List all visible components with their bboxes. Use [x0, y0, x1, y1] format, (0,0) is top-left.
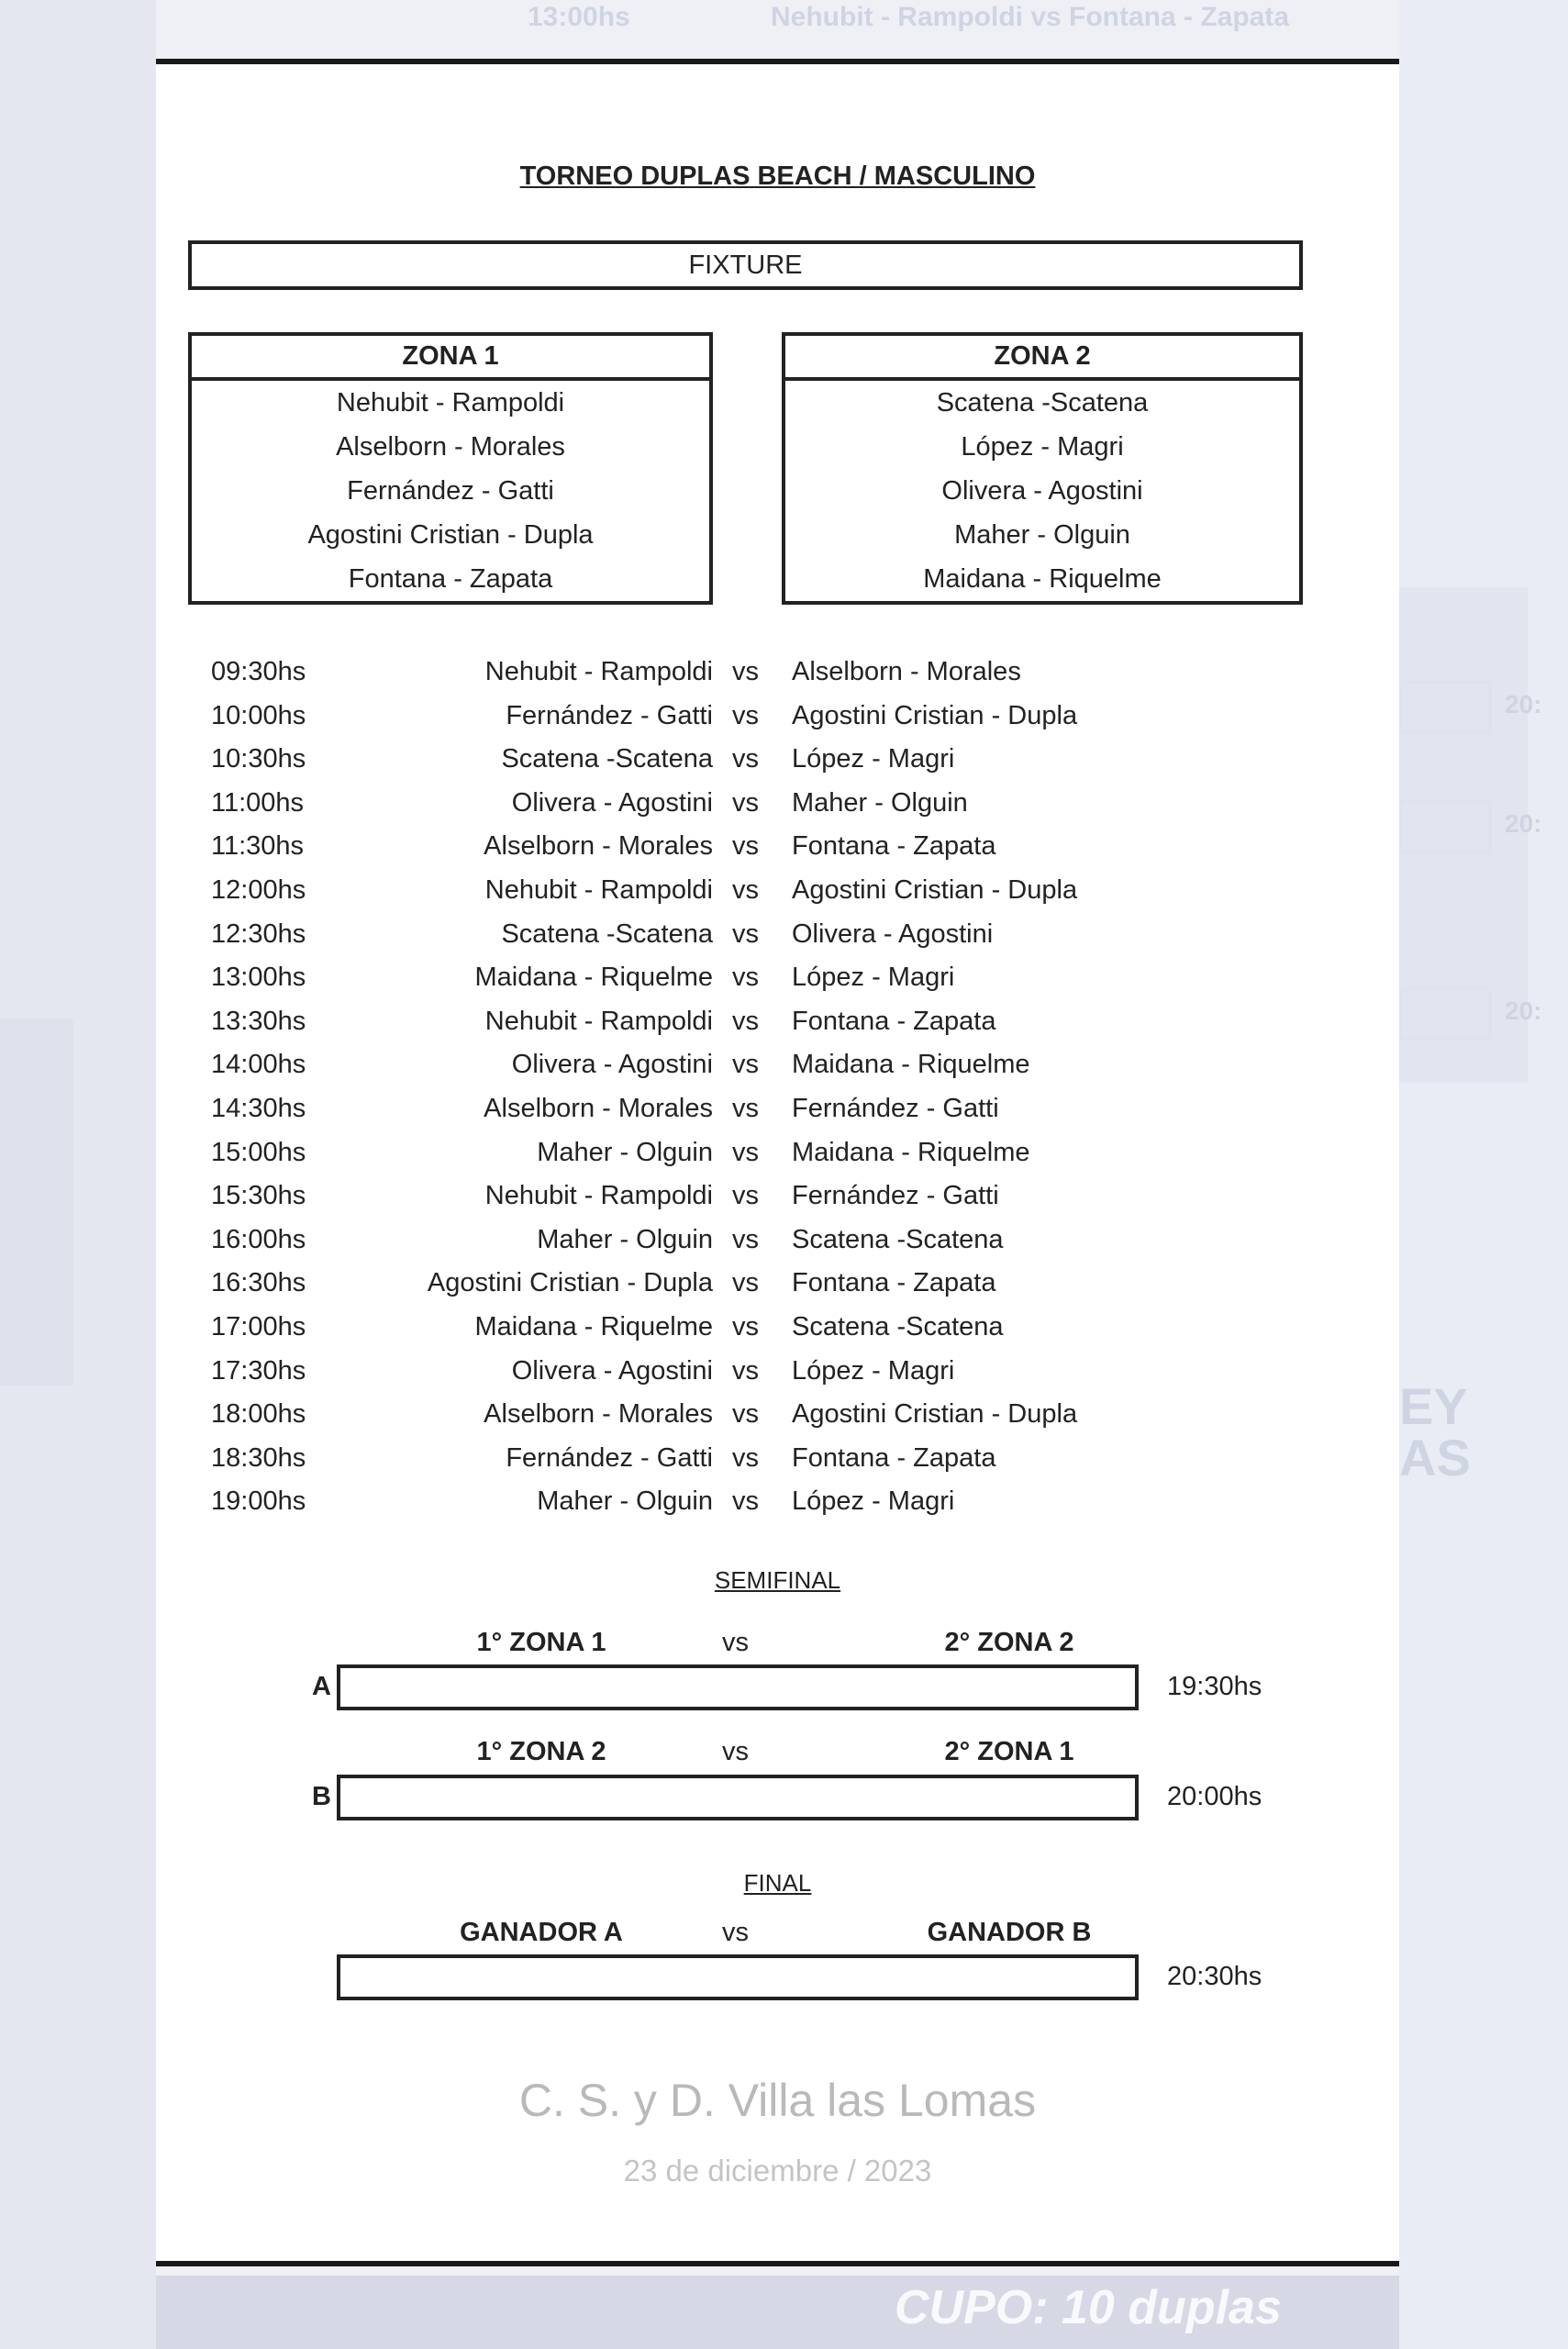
match-home-team: Scatena -Scatena — [501, 744, 713, 774]
vs-label: vs — [732, 787, 759, 818]
match-time: 17:30hs — [211, 1355, 306, 1386]
match-away-team: Maidana - Riquelme — [792, 1137, 1030, 1167]
match-home-team: Nehubit - Rampoldi — [484, 657, 713, 686]
match-home-team: Maidana - Riquelme — [474, 1311, 713, 1341]
match-home-team: Olivera - Agostini — [511, 1050, 713, 1080]
match-time: 11:30hs — [211, 831, 305, 862]
final-header — [156, 1918, 1399, 1958]
match-time: 16:30hs — [211, 1268, 306, 1298]
final-time: 20:30hs — [1167, 1962, 1262, 1991]
zona-1-team: Alselborn - Morales — [336, 432, 565, 462]
match-home-team: Agostini Cristian - Dupla — [427, 1268, 713, 1298]
zona-1-team: Fernández - Gatti — [347, 476, 554, 506]
match-away-team: Maher - Olguin — [792, 787, 968, 818]
match-away-team: Olivera - Agostini — [792, 918, 994, 949]
match-away-team: Fernández - Gatti — [792, 1181, 999, 1211]
semifinal-b-right: 2° ZONA 1 — [944, 1737, 1074, 1766]
match-row — [156, 1349, 1399, 1393]
match-home-team: Fernández - Gatti — [506, 700, 713, 730]
match-time: 11:00hs — [211, 787, 305, 818]
match-home-team: Alselborn - Morales — [484, 1093, 713, 1123]
background-top-time: 13:00hs — [528, 2, 630, 32]
vs-label: vs — [732, 1355, 759, 1386]
match-time: 17:00hs — [211, 1311, 306, 1341]
zona-1-team: Fontana - Zapata — [348, 564, 553, 594]
background-top-match: Nehubit - Rampoldi vs Fontana - Zapata — [771, 2, 1290, 32]
match-row — [156, 1479, 1399, 1523]
background-cupo-text: CUPO: 10 duplas — [895, 2281, 1282, 2334]
match-time: 14:00hs — [211, 1050, 306, 1080]
match-time: 18:30hs — [211, 1442, 306, 1473]
match-away-team: López - Magri — [792, 744, 955, 774]
background-box — [1399, 987, 1492, 1041]
match-time: 10:00hs — [211, 700, 306, 730]
background-time: 20: — [1505, 809, 1542, 838]
match-time: 15:30hs — [211, 1181, 306, 1211]
vs-label: vs — [732, 1224, 759, 1254]
vs-label: vs — [732, 744, 759, 774]
zona-1-header: ZONA 1 — [192, 336, 709, 381]
semifinal-a-letter: A — [312, 1672, 331, 1701]
match-away-team: Fontana - Zapata — [792, 1006, 996, 1036]
semifinal-a-result-box — [337, 1664, 1139, 1710]
fixture-document — [156, 59, 1399, 2266]
match-time: 15:00hs — [211, 1137, 306, 1167]
final-left: GANADOR A — [460, 1918, 623, 1947]
vs-label: vs — [732, 1486, 759, 1517]
match-away-team: Scatena -Scatena — [792, 1224, 1004, 1254]
match-away-team: López - Magri — [792, 963, 955, 993]
match-schedule — [156, 650, 1399, 1523]
match-home-team: Olivera - Agostini — [511, 787, 713, 818]
background-shape — [0, 1019, 73, 1386]
background-time: 20: — [1505, 996, 1542, 1025]
vs-label: vs — [732, 1181, 759, 1211]
final-title: FINAL — [743, 1869, 812, 1897]
semifinal-b-letter: B — [312, 1782, 331, 1811]
vs-label: vs — [722, 1918, 749, 1947]
vs-label: vs — [732, 1137, 759, 1167]
match-row — [156, 1305, 1399, 1349]
vs-label: vs — [732, 1050, 759, 1080]
zona-2-team: Olivera - Agostini — [941, 476, 1143, 506]
match-time: 13:00hs — [211, 963, 306, 993]
match-row — [156, 955, 1399, 999]
background-side-text: EY AS — [1399, 1377, 1471, 1486]
match-time: 18:00hs — [211, 1399, 306, 1430]
match-row — [156, 1130, 1399, 1174]
zona-2-team: Scatena -Scatena — [936, 388, 1149, 417]
vs-label: vs — [732, 918, 759, 949]
event-date: 23 de diciembre / 2023 — [623, 2154, 932, 2188]
semifinal-a-header — [156, 1628, 1399, 1668]
match-row — [156, 868, 1399, 912]
document-title: TORNEO DUPLAS BEACH / MASCULINO — [519, 161, 1036, 191]
match-row — [156, 824, 1399, 868]
background-time: 20: — [1505, 690, 1542, 718]
vs-label: vs — [732, 1093, 759, 1123]
zona-1-team: Nehubit - Rampoldi — [336, 388, 565, 417]
match-row — [156, 1392, 1399, 1436]
match-row — [156, 1261, 1399, 1305]
semifinal-b-result-box — [337, 1775, 1139, 1820]
match-row — [156, 912, 1399, 956]
match-away-team: Agostini Cristian - Dupla — [792, 874, 1078, 905]
match-time: 16:00hs — [211, 1224, 306, 1254]
semifinal-b-left: 1° ZONA 2 — [476, 1737, 606, 1766]
zona-2-team: Maidana - Riquelme — [923, 564, 1162, 594]
match-time: 13:30hs — [211, 1006, 306, 1036]
match-row — [156, 694, 1399, 738]
match-away-team: Agostini Cristian - Dupla — [792, 700, 1078, 730]
fixture-header: FIXTURE — [188, 240, 1303, 290]
zona-1-table — [188, 332, 713, 605]
match-home-team: Scatena -Scatena — [501, 918, 713, 949]
semifinal-b-time: 20:00hs — [1167, 1782, 1262, 1811]
match-time: 19:00hs — [211, 1486, 306, 1517]
match-away-team: Agostini Cristian - Dupla — [792, 1399, 1078, 1430]
background-right-panel — [1399, 0, 1568, 2349]
match-row — [156, 1174, 1399, 1218]
zona-2-team: López - Magri — [961, 432, 1124, 462]
match-home-team: Maher - Olguin — [537, 1137, 713, 1167]
match-away-team: Alselborn - Morales — [792, 657, 1021, 686]
match-time: 09:30hs — [211, 657, 306, 686]
vs-label: vs — [732, 831, 759, 862]
match-row — [156, 737, 1399, 781]
match-row — [156, 1218, 1399, 1262]
match-home-team: Alselborn - Morales — [484, 1399, 713, 1430]
zona-2-header: ZONA 2 — [785, 336, 1299, 381]
vs-label: vs — [732, 657, 759, 686]
zona-1-team: Agostini Cristian - Dupla — [307, 520, 594, 550]
match-row — [156, 1436, 1399, 1480]
vs-label: vs — [732, 700, 759, 730]
match-home-team: Alselborn - Morales — [484, 831, 713, 862]
match-row — [156, 999, 1399, 1043]
semifinal-a-left: 1° ZONA 1 — [476, 1628, 606, 1657]
match-home-team: Nehubit - Rampoldi — [484, 874, 713, 905]
vs-label: vs — [722, 1628, 749, 1657]
match-away-team: Fontana - Zapata — [792, 1442, 996, 1473]
match-away-team: Fontana - Zapata — [792, 1268, 996, 1298]
match-away-team: Fontana - Zapata — [792, 831, 996, 862]
match-row — [156, 650, 1399, 694]
match-home-team: Maher - Olguin — [537, 1224, 713, 1254]
match-row — [156, 1086, 1399, 1130]
match-time: 12:30hs — [211, 918, 306, 949]
match-home-team: Olivera - Agostini — [511, 1355, 713, 1386]
zona-2-team: Maher - Olguin — [954, 520, 1130, 550]
background-box — [1399, 800, 1492, 853]
match-row — [156, 781, 1399, 825]
club-name: C. S. y D. Villa las Lomas — [518, 2075, 1037, 2126]
match-away-team: Fernández - Gatti — [792, 1093, 999, 1123]
match-home-team: Maher - Olguin — [537, 1486, 713, 1517]
match-home-team: Fernández - Gatti — [506, 1442, 713, 1473]
match-home-team: Nehubit - Rampoldi — [484, 1181, 713, 1211]
match-time: 12:00hs — [211, 874, 306, 905]
vs-label: vs — [732, 1311, 759, 1341]
match-away-team: Maidana - Riquelme — [792, 1050, 1030, 1080]
final-right: GANADOR B — [927, 1918, 1092, 1947]
semifinal-a-right: 2° ZONA 2 — [944, 1628, 1074, 1657]
vs-label: vs — [722, 1737, 749, 1766]
match-away-team: Scatena -Scatena — [792, 1311, 1004, 1341]
vs-label: vs — [732, 874, 759, 905]
vs-label: vs — [732, 1268, 759, 1298]
match-home-team: Maidana - Riquelme — [474, 963, 713, 993]
final-result-box — [337, 1954, 1139, 2000]
semifinal-title: SEMIFINAL — [714, 1566, 841, 1594]
vs-label: vs — [732, 1006, 759, 1036]
match-home-team: Nehubit - Rampoldi — [484, 1006, 713, 1036]
match-time: 14:30hs — [211, 1093, 306, 1123]
zona-2-table — [782, 332, 1303, 605]
match-away-team: López - Magri — [792, 1355, 955, 1386]
vs-label: vs — [732, 1399, 759, 1430]
semifinal-a-time: 19:30hs — [1167, 1672, 1262, 1701]
background-box — [1399, 681, 1492, 734]
match-time: 10:30hs — [211, 744, 306, 774]
match-row — [156, 1042, 1399, 1086]
vs-label: vs — [732, 963, 759, 993]
semifinal-b-header — [156, 1737, 1399, 1777]
vs-label: vs — [732, 1442, 759, 1473]
match-away-team: López - Magri — [792, 1486, 955, 1517]
